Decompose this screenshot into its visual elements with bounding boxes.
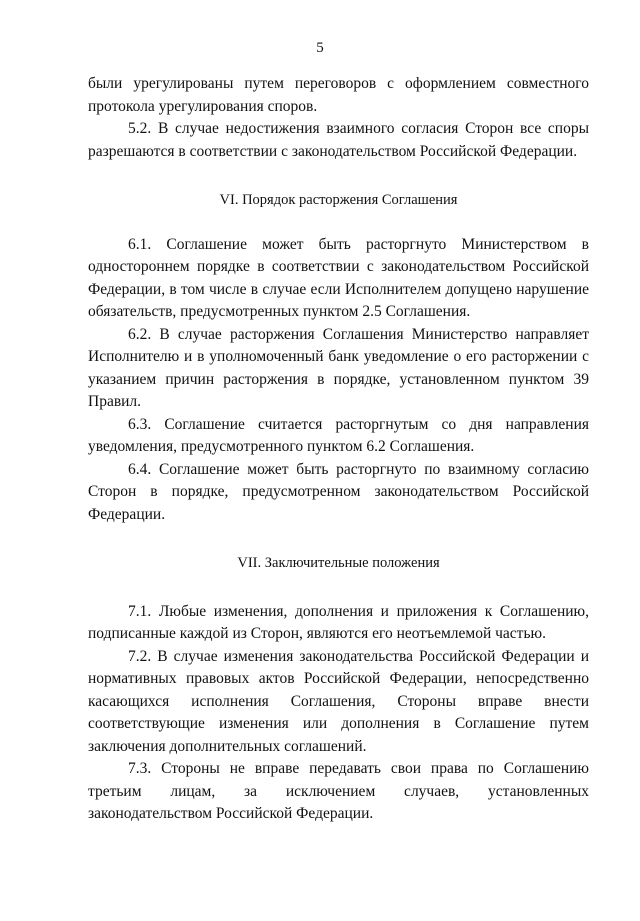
paragraph-6-3: 6.3. Соглашение считается расторгнутым со дня направления уведомления, предусмотренного пунктом 6.2 Соглашения. bbox=[88, 415, 589, 455]
paragraph-6-2: 6.2. В случае расторжения Соглашения Министерство направляет Исполнителю и в уполномоченный банк уведомление о его расторжении с указанием причин расторжения в порядке, установленном пунктом 39 Правил. bbox=[88, 325, 589, 410]
spacer bbox=[88, 526, 589, 552]
spacer bbox=[88, 212, 589, 234]
paragraph-6-1: 6.1. Соглашение может быть расторгнуто Министерством в одностороннем порядке в соответствии с законодательством Российской Федерации, в том числе в случае если Исполнителем допущено нарушение обязательств, предусмотренных пунктом 2.5 Соглашения. bbox=[88, 235, 589, 320]
paragraph-continuation: были урегулированы путем переговоров с оформлением совместного протокола урегулирования споров. bbox=[88, 75, 589, 115]
page-number: 5 bbox=[316, 40, 324, 56]
section-heading-7: VII. Заключительные положения bbox=[237, 555, 440, 571]
section-heading-6: VI. Порядок расторжения Соглашения bbox=[219, 192, 458, 208]
paragraph-7-2: 7.2. В случае изменения законодательства Российской Федерации и нормативных правовых актов Российской Федерации, непосредственно касающихся исполнения Соглашения, Стороны вправе внести соответствующие изменения или дополнения в Соглашение путем заключения дополнительных соглашений. bbox=[88, 647, 589, 755]
document-body bbox=[88, 73, 589, 826]
paragraph-5-2: 5.2. В случае недостижения взаимного согласия Сторон все споры разрешаются в соответствии с законодательством Российской Федерации. bbox=[88, 120, 589, 160]
paragraph-7-3: 7.3. Стороны не вправе передавать свои права по Соглашению третьим лицам, за исключением случаев, установленных законодательством Российской Федерации. bbox=[88, 760, 589, 822]
paragraph-6-4: 6.4. Соглашение может быть расторгнуто по взаимному согласию Сторон в порядке, предусмотренном законодательством Российской Федерации. bbox=[88, 460, 589, 523]
paragraph-7-1: 7.1. Любые изменения, дополнения и приложения к Соглашению, подписанные каждой из Сторон, являются его неотъемлемой частью. bbox=[88, 602, 589, 642]
spacer bbox=[88, 575, 589, 601]
spacer bbox=[88, 163, 589, 189]
